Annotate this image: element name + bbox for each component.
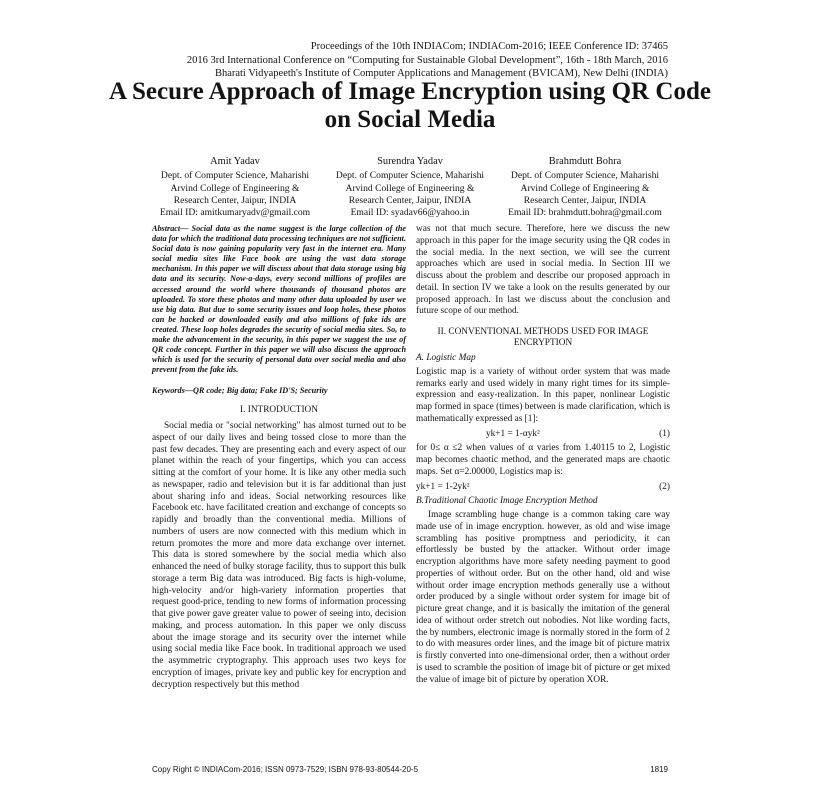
author-email: Email ID: syadav66@yahoo.in [350, 207, 470, 219]
equation-1-formula: yk+1 = 1-αyk² [486, 428, 540, 439]
author-1 [148, 156, 322, 219]
author-dept: Dept. of Computer Science, Maharishi [510, 170, 660, 182]
subsection-chaotic-encryption: B.Traditional Chaotic Image Encryption Method [416, 496, 598, 507]
right-column [416, 224, 670, 686]
author-center: Research Center, Jaipur, INDIA [348, 194, 472, 206]
logistic-map-text-2: for 0≤ α ≤2 when values of α varies from 1.40115 to 2, Logistic map becomes chaotic method, and the generated maps are chaotic maps. Set α=2.00000, Logistics map is: [416, 443, 670, 477]
equation-2-formula: yk+1 = 1-2yk² [416, 481, 470, 492]
author-college: Arvind College of Engineering & [345, 182, 475, 194]
section-heading-introduction: I. INTRODUCTION [240, 405, 318, 416]
equation-1 [416, 429, 670, 441]
subsection-logistic-map: A. Logistic Map [416, 353, 476, 363]
header-line-1: Proceedings of the 10th INDIACom; INDIACom-2016; IEEE Conference ID: 37465 [310, 41, 668, 52]
section-heading-conventional-methods: II. CONVENTIONAL METHODS USED FOR IMAGE ENCRYPTION [437, 327, 649, 348]
author-college: Arvind College of Engineering & [520, 182, 650, 194]
author-email: Email ID: brahmdutt.bohra@gmail.com [508, 207, 662, 219]
abstract-label: Abstract— [152, 224, 189, 233]
conference-header [187, 40, 668, 81]
left-column [152, 224, 406, 691]
equation-2-number: (2) [659, 481, 670, 492]
author-3 [498, 156, 672, 219]
author-dept: Dept. of Computer Science, Maharishi [160, 170, 310, 182]
footer-copyright: Copy Right © INDIACom-2016; ISSN 0973-7529; ISBN 978-93-80544-20-5 [152, 765, 419, 774]
page-footer [152, 765, 668, 774]
logistic-map-text: Logistic map is a variety of without order system that was made remarks early and used widely in many right times for its simple-expression and easy-realization. In this paper, nonlinear Logistic map formed in space (times) between is made clarification, which is mathematically expressed as [1]: [416, 366, 670, 424]
author-dept: Dept. of Computer Science, Maharishi [335, 170, 485, 182]
author-college: Arvind College of Engineering & [170, 182, 300, 194]
author-name: Brahmdutt Bohra [548, 156, 622, 167]
introduction-continued: was not that much secure. Therefore, here we discuss the new approach in this paper for the image security using the QR codes in the social media. In the next section, we will see the current approaches which are used in social media. In Section III we discuss about the problem and describe our proposed approach in detail. In section IV we take a look on the results generated by our proposed approach. In last we discuss about the conclusion and future scope of our method. [416, 224, 670, 317]
header-line-3: Bharati Vidyapeeth's Institute of Computer Applications and Management (BVICAM), New Delhi (INDIA) [214, 68, 668, 79]
introduction-text: Social media or "social networking" has almost turned out to be aspect of our daily lives and being tossed close to more than the past few decades. They are presenting each and every aspect of our planet within the reach of your fingertips, which you can access sitting at the comfort of your home. It is like any other media such as newspaper, radio and television but it is far additional than just about sharing info and ideas. Social networking resources like Facebook etc. have facilitated creation and exchange of concepts so rapidly and broadly than the conventional media. Millions of numbers of users are now connected with this medium which in return promotes the more and more data exchange over internet. This data is stored somewhere by the social media which also enhanced the need of bulky storage facility, thus to support this bulk storage a term Big data was introduced. Big facts is high-volume, high-velocity and/or high-variety information properties that request good-price, tending to new forms of information processing that give power gave greater value to power of seeing into, decision making, and process automation. In this paper we only discuss about the image storage and its security over the internet while using social media like Face book. In traditional approach we used the asymmetric cryptography. This approach uses two keys for encryption of images, private key and public key for encryption and decryption respectively but this method [152, 421, 406, 690]
author-email: Email ID: amitkumaryadv@gmail.com [159, 207, 311, 219]
page-number: 1819 [650, 765, 668, 774]
header-line-2: 2016 3rd International Conference on “Computing for Sustainable Global Development”, 16th - 18th March, 2016 [186, 54, 668, 66]
author-block [148, 156, 672, 219]
keywords: Keywords—QR code; Big data; Fake ID'S; Security [152, 386, 328, 396]
author-2 [323, 156, 497, 219]
paper-title: A Secure Approach of Image Encryption using QR Code on Social Media [109, 78, 711, 133]
equation-2 [416, 482, 670, 494]
author-name: Surendra Yadav [377, 156, 443, 167]
abstract [152, 224, 406, 375]
author-center: Research Center, Jaipur, INDIA [523, 194, 647, 206]
chaotic-encryption-text: Image scrambling huge change is a common taking care way made use of in image encryption. however, as old and wise image scrambling has positive promptness and periodicity, it can effortlessly be busted by the attacker. Without order image encryption algorithms have more safety needing payment to good properties of without order. But on the other hand, old and wise without order image encryption methods generally use a without order produced by a single without order system for image bit of picture great change, and it is basically the imitation of the general idea of without order stretch out nobodies. Not like wording facts, the by numbers, electronic image is normally stored in the form of 2 to do with measures order lines, and the image bit of picture matrix is firstly converted into one-dimensional order, then a without order is used to scramble the position of image bit of picture or get mixed the value of image bit of picture by operation XOR. [416, 510, 670, 685]
abstract-text: Social data as the name suggest is the large collection of the data for which the traditional data processing techniques are not sufficient. Social data is now gaining popularity very fast in the internet era. Many social media sites like Face book are using the vast data storage mechanism. In this paper we will discuss about that data storage using big data and its security. Now-a-days, every second millions of profiles are accessed around the world where thousands of thousand photos are uploaded. To store these photos and many other data uploaded by user we use big data. But due to some security issues and loop holes, these photos can be hacked or downloaded easily and also millions of fake ids are created. These loop holes degrades the security of social media sites. So, to make the advancement in the security, in this paper we suggest the use of QR code concept. Further in this paper we will also discuss the approach which is used for the security of personal data over social media and also prevent from the fake ids. [152, 224, 406, 375]
author-name: Amit Yadav [210, 156, 260, 167]
equation-1-number: (1) [659, 428, 670, 439]
author-center: Research Center, Jaipur, INDIA [173, 194, 297, 206]
